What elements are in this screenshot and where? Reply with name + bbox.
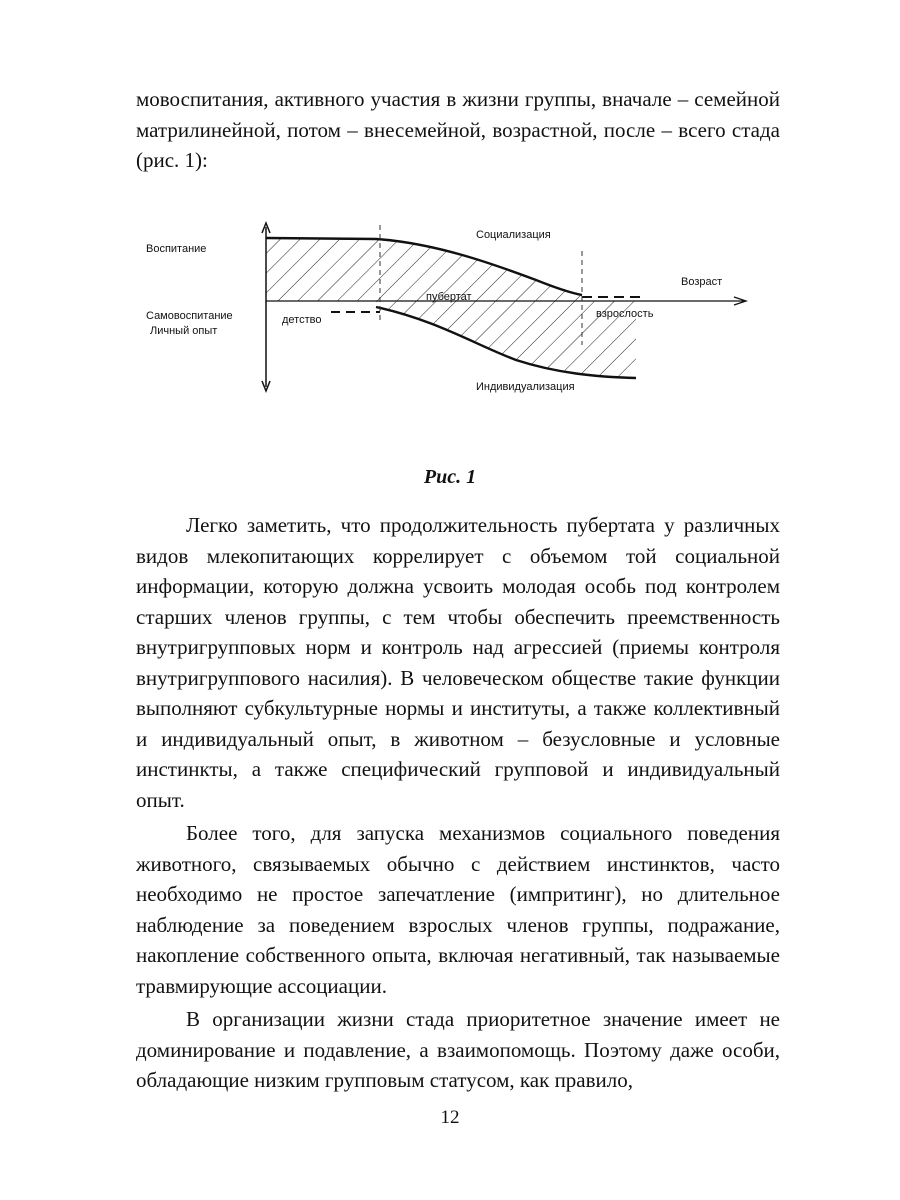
figure-1: [136, 205, 780, 445]
label-age: Возраст: [681, 276, 723, 288]
label-puberty: пубертат: [426, 291, 472, 303]
figure-caption: Рис. 1: [423, 466, 477, 488]
label-socialization: Социализация: [476, 229, 551, 241]
paragraph: Более того, для запуска механизмов социального поведения животного, связываемых обычно с действием инстинктов, часто необходимо не простое запечатление (импритинг), но длительное наблюдение за поведением взрослых членов группы, подражание, накопление собственного опыта, включая негативный, так называемые травмирующие ассоциации.: [136, 821, 780, 998]
page-number: 12: [440, 1107, 460, 1128]
label-individualization: Индивидуализация: [476, 381, 575, 393]
body-text: [136, 510, 780, 1096]
label-upbringing: Воспитание: [146, 243, 207, 255]
paragraph: Легко заметить, что продолжительность пубертата у различных видов млекопитающих коррелирует с объемом той социальной информации, которую должна усвоить молодая особь под контролем старших членов группы, с тем чтобы обеспечить преемственность внутригрупповых норм и контроль над агрессией (приемы контроля внутригруппового насилия). В человеческом обществе такие функции выполняют субкультурные нормы и институты, а также коллективный и индивидуальный опыт, в животном – безусловные и условные инстинкты, а также специфический групповой и индивидуальный опыт.: [136, 513, 780, 812]
label-adulthood: взрослость: [596, 308, 654, 320]
paragraph: мовоспитания, активного участия в жизни группы, вначале – семейной матрилинейной, потом – внесемейной, возрастной, после – всего стада (рис. 1):: [136, 87, 780, 172]
socialization-area: [266, 238, 582, 301]
paragraph: В организации жизни стада приоритетное значение имеет не доминирование и подавление, а взаимопомощь. Поэтому даже особи, обладающие низким групповым статусом, как правило,: [136, 1007, 780, 1092]
intro-text: [136, 84, 780, 176]
label-childhood: детство: [282, 314, 322, 326]
label-self-upbringing: Самовоспитание: [146, 310, 233, 322]
socialization-diagram: [136, 205, 780, 445]
label-personal-experience: Личный опыт: [150, 325, 218, 337]
